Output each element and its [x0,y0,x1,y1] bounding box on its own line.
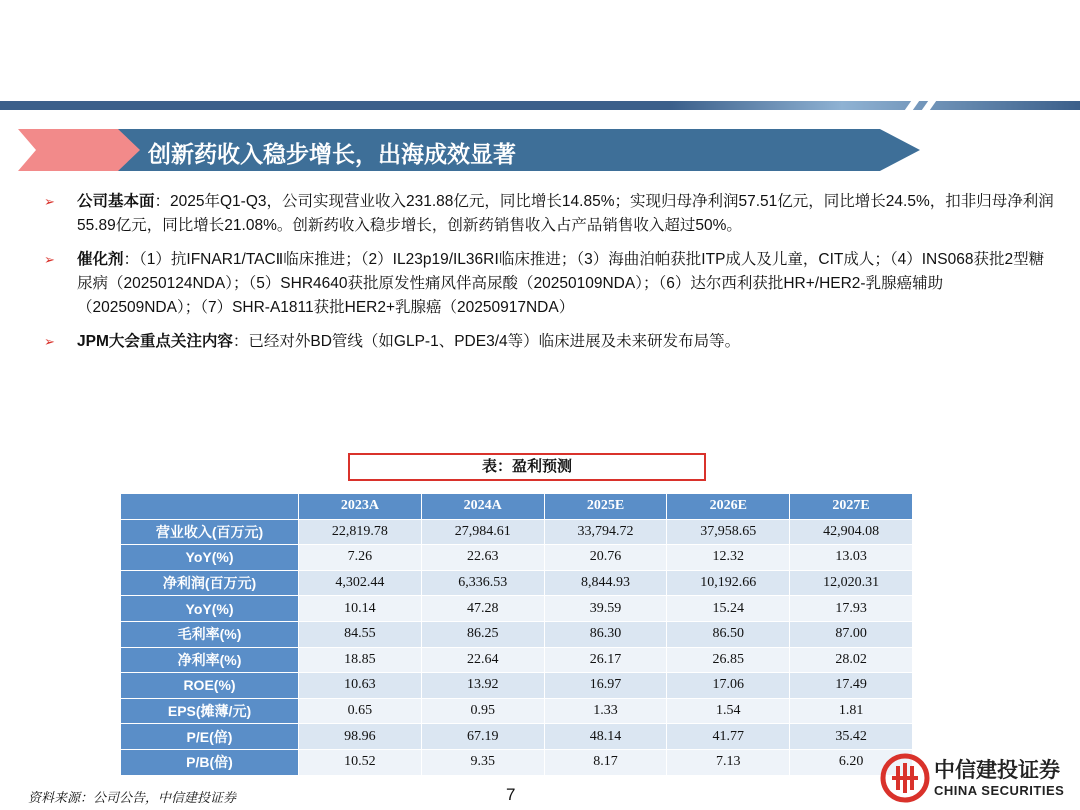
table-row [121,673,913,699]
table-cell: 67.19 [421,724,544,750]
table-cell: 98.96 [299,724,422,750]
table-cell: 12.32 [667,545,790,571]
table-cell: 48.14 [544,724,667,750]
table-cell: 10.14 [299,596,422,622]
table-cell: 27,984.61 [421,519,544,545]
table-cell: 8,844.93 [544,570,667,596]
arrow-bullet-icon: ➢ [44,252,55,267]
table-cell: 26.17 [544,647,667,673]
table-cell: 10.52 [299,749,422,775]
table-cell: 86.50 [667,621,790,647]
table-cell: 15.24 [667,596,790,622]
table-header-row [121,494,913,520]
table-cell: 26.85 [667,647,790,673]
page-number: 7 [506,785,516,804]
table-cell: 86.25 [421,621,544,647]
row-label: 净利率(%) [121,647,299,673]
table-cell: 87.00 [790,621,913,647]
table-cell: 84.55 [299,621,422,647]
table-row [121,698,913,724]
page-title: 创新药收入稳步增长，出海成效显著 [148,141,516,167]
table-cell: 1.54 [667,698,790,724]
table-cell: 39.59 [544,596,667,622]
bullet-label: 公司基本面 [77,193,155,210]
table-row [121,724,913,750]
table-row [121,570,913,596]
table-cell: 8.17 [544,749,667,775]
table-cell: 16.97 [544,673,667,699]
table-row [121,596,913,622]
table-cell: 18.85 [299,647,422,673]
arrow-bullet-icon: ➢ [44,194,55,209]
row-label: EPS(摊薄/元) [121,698,299,724]
bullet-text: ：2025年Q1-Q3，公司实现营业收入231.88亿元，同比增长14.85%；实现归母净利润57.51亿元，同比增长24.5%，扣非归母净利润55.89亿元，同比增长21.08%。创新药收入稳步增长，创新药销售收入占产品销售收入超过50%。 [77,193,1054,234]
bullet-text: ：（1）抗IFNAR1/TACⅡ临床推进；（2）IL23p19/IL36RⅠ临床推进；（3）海曲泊帕获批ITP成人及儿童，CIT成人；（4）INS068获批2型糖尿病（20250124NDA）；（5）SHR4640获批原发性痛风伴高尿酸（20250109NDA）；（6）达尔西利获批HR+/HER2-乳腺癌辅助（202509NDA）；（7）SHR-A1811获批HER2+乳腺癌（20250917NDA） [77,251,1045,316]
table-cell: 35.42 [790,724,913,750]
bullet-label: JPM大会重点关注内容 [77,333,233,350]
source-note: 资料来源：公司公告，中信建投证券 [28,790,237,805]
row-label: 营业收入(百万元) [121,519,299,545]
column-header: 2023A [299,494,422,520]
table-cell: 41.77 [667,724,790,750]
table-cell: 6.20 [790,749,913,775]
row-label: YoY(%) [121,545,299,571]
table-cell: 1.81 [790,698,913,724]
column-header: 2027E [790,494,913,520]
logo-chinese-name: 中信建投证券 [934,759,1060,782]
column-header: 2024A [421,494,544,520]
top-divider-bar [0,101,1080,110]
table-cell: 4,302.44 [299,570,422,596]
table-cell: 12,020.31 [790,570,913,596]
table-cell: 7.13 [667,749,790,775]
column-header: 2025E [544,494,667,520]
bullet-fundamentals [44,190,1054,238]
logo-english-name: CHINA SECURITIES [934,783,1065,798]
table-cell: 22.63 [421,545,544,571]
table-cell: 17.93 [790,596,913,622]
table-cell: 0.95 [421,698,544,724]
table-row [121,647,913,673]
table-cell: 47.28 [421,596,544,622]
row-label: ROE(%) [121,673,299,699]
table-cell: 20.76 [544,545,667,571]
row-label: 净利润(百万元) [121,570,299,596]
table-cell: 7.26 [299,545,422,571]
earnings-forecast-table [120,493,913,776]
bullet-text: ：已经对外BD管线（如GLP-1、PDE3/4等）临床进展及未来研发布局等。 [232,333,741,350]
column-header: 2026E [667,494,790,520]
table-cell: 37,958.65 [667,519,790,545]
company-logo [880,748,1080,808]
table-row [121,519,913,545]
table-cell: 22.64 [421,647,544,673]
table-cell: 10,192.66 [667,570,790,596]
table-cell: 6,336.53 [421,570,544,596]
bullet-catalysts [44,248,1054,320]
row-label: P/E(倍) [121,724,299,750]
row-label: YoY(%) [121,596,299,622]
arrow-bullet-icon: ➢ [44,334,55,349]
table-cell: 13.03 [790,545,913,571]
bullet-list [44,190,1054,364]
table-cell: 0.65 [299,698,422,724]
table-row [121,545,913,571]
table-row [121,749,913,775]
table-cell: 22,819.78 [299,519,422,545]
table-corner-cell [121,494,299,520]
table-cell: 17.49 [790,673,913,699]
citic-logo-icon [880,753,930,803]
table-caption: 表：盈利预测 [348,453,706,481]
table-cell: 10.63 [299,673,422,699]
table-cell: 1.33 [544,698,667,724]
table-cell: 86.30 [544,621,667,647]
table-cell: 42,904.08 [790,519,913,545]
bullet-jpm [44,330,1054,354]
table-cell: 28.02 [790,647,913,673]
table-cell: 17.06 [667,673,790,699]
row-label: P/B(倍) [121,749,299,775]
bullet-label: 催化剂 [77,251,124,268]
table-row [121,621,913,647]
table-cell: 33,794.72 [544,519,667,545]
table-cell: 9.35 [421,749,544,775]
row-label: 毛利率(%) [121,621,299,647]
table-cell: 13.92 [421,673,544,699]
